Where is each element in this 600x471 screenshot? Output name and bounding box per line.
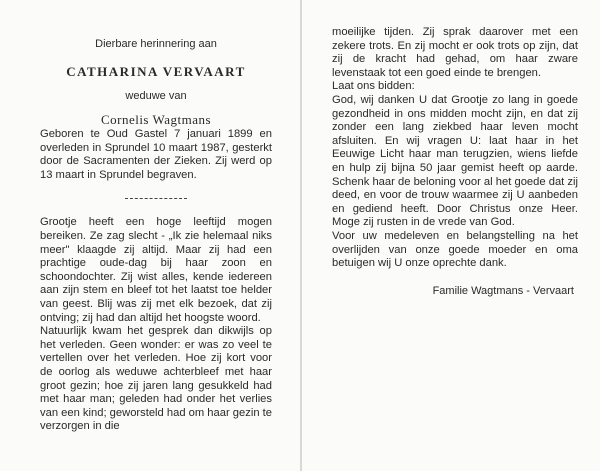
spouse-name: Cornelis Wagtmans	[100, 112, 212, 127]
memory-paragraph-1: Grootje heeft een hoge leeftijd mogen bereiken. Ze zag slecht - „Ik zie helemaal niks meer" klaagde zij altijd. Maar zij had een prachtige oude-dag bij haar zoon en schoondochter. Zij wist alles, kende iedereen aan zijn stem en bleef tot het laatst toe helder van geest. Blij was zij met elk bezoek, dat zij ontving; zij had dan altijd het hoogste woord.	[40, 216, 272, 324]
thanks-text: Voor uw medeleven en belangstelling na het overlijden van onze goede moeder en oma betuigen wij U onze oprechte dank.	[332, 229, 578, 270]
right-page	[302, 0, 600, 471]
memory-paragraph-continued: moeilijke tijden. Zij sprak daarover met een zekere trots. En zij mocht er ook trots op zijn, dat zij de kracht had gehad, om haar zware levenstaak tot een goed einde te brengen.	[332, 26, 578, 79]
deceased-name: CATHARINA VERVAART	[66, 64, 246, 79]
prayer-text: God, wij danken U dat Grootje zo lang in goede gezondheid in ons midden mocht zijn, en dat zij zonder een lang ziekbed haar leven mocht afsluiten. En wij vragen U: laat haar in het Eeuwige Licht haar man terugzien, wiens liefde en hulp zij bijna 50 jaar gemist heeft op aarde. Schenk haar de beloning voor al het goede dat zij deed, en voor de trouw waarmee zij U aanbeden en gediend heeft. Door Christus onze Heer. Moge zij rusten in de vrede van God.	[332, 93, 578, 229]
widow-of-label: weduwe van	[125, 90, 187, 102]
family-signature: Familie Wagtmans - Vervaart	[432, 284, 574, 297]
dashed-separator	[125, 198, 187, 199]
biography-text: Geboren te Oud Gastel 7 januari 1899 en overleden in Sprundel 10 maart 1987, gesterkt door de Sacramenten der Zieken. Zij werd op 13 maart in Sprundel begraven.	[40, 128, 272, 181]
prayer-heading: Laat ons bidden:	[332, 80, 415, 93]
card-header: Dierbare herinnering aan	[95, 38, 217, 50]
memory-paragraph-2: Natuurlijk kwam het gesprek dan dikwijls op het verleden. Geen wonder: er was zo veel te vertellen over het verleden. Hoe zij kort voor de oorlog als weduwe achterbleef met haar groot gezin; hoe zij jaren lang gesukkeld had met haar man; geleden had onder het verlies van een kind; geworsteld had om haar gezin te verzorgen in die	[40, 325, 272, 433]
